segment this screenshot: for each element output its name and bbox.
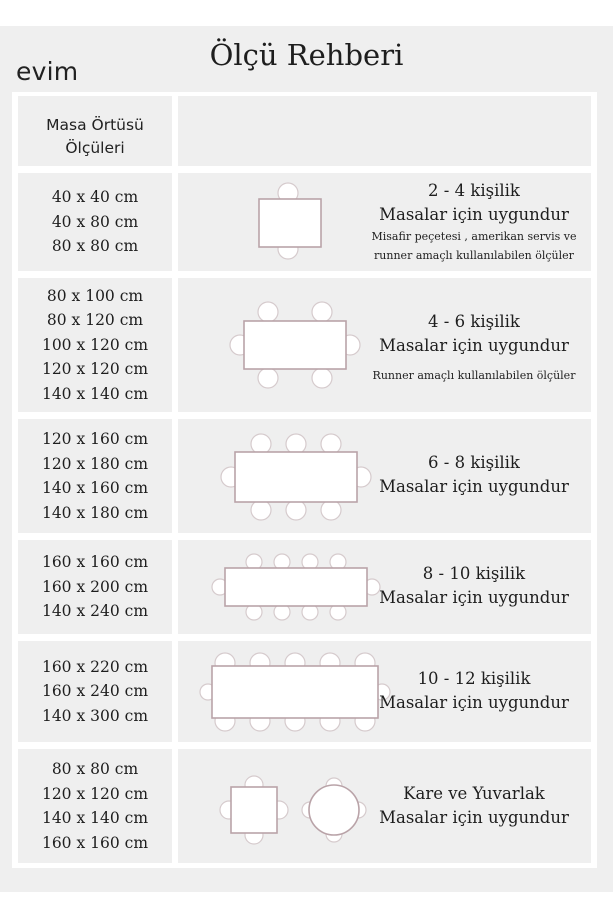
note-text: Runner amaçlı kullanılabilen ölçüler bbox=[372, 369, 576, 382]
note-text: Misafir peçetesi , amerikan servis ve bbox=[371, 230, 577, 243]
size-item: 80 x 80 cm bbox=[51, 237, 139, 256]
size-item: 40 x 40 cm bbox=[51, 188, 139, 207]
capacity-label: 4 - 6 kişilik bbox=[428, 312, 520, 331]
row-2-description bbox=[358, 310, 590, 358]
row-4-desc-cell bbox=[178, 540, 591, 634]
suitable-label: Masalar için uygundur bbox=[379, 693, 569, 712]
row-1-sizes-cell bbox=[18, 173, 172, 271]
row-5-sizes-cell bbox=[18, 641, 172, 742]
size-item: 80 x 120 cm bbox=[46, 311, 144, 330]
size-item: 80 x 80 cm bbox=[51, 760, 139, 778]
size-item: 160 x 240 cm bbox=[41, 682, 149, 701]
size-item: 160 x 160 cm bbox=[41, 833, 149, 852]
size-item: 140 x 180 cm bbox=[41, 503, 149, 522]
suitable-label: Masalar için uygundur bbox=[379, 477, 569, 496]
size-item: 100 x 120 cm bbox=[41, 335, 149, 354]
size-item: 140 x 240 cm bbox=[41, 602, 149, 621]
size-item: 120 x 120 cm bbox=[41, 784, 149, 803]
size-guide-page bbox=[0, 26, 613, 892]
size-list bbox=[18, 749, 172, 863]
row-4-description bbox=[358, 562, 590, 610]
row-1-description bbox=[358, 179, 590, 265]
size-item: 40 x 80 cm bbox=[51, 212, 139, 231]
size-item: 140 x 160 cm bbox=[41, 479, 149, 497]
table-6-8-icon bbox=[221, 434, 371, 520]
size-item: 160 x 160 cm bbox=[41, 553, 149, 572]
header-cell bbox=[18, 96, 172, 166]
size-item: 120 x 120 cm bbox=[41, 360, 149, 379]
row-2-note bbox=[354, 366, 594, 385]
row-3-sizes-cell bbox=[18, 419, 172, 533]
row-5-description bbox=[358, 667, 590, 715]
row-3-desc-cell bbox=[178, 419, 591, 533]
size-item: 120 x 180 cm bbox=[41, 454, 149, 473]
note-text: runner amaçlı kullanılabilen ölçüler bbox=[374, 249, 574, 262]
table-8-10-icon bbox=[212, 554, 380, 620]
size-list bbox=[18, 173, 172, 271]
capacity-label: 6 - 8 kişilik bbox=[428, 453, 520, 472]
size-list bbox=[18, 540, 172, 634]
suitable-label: Masalar için uygundur bbox=[379, 808, 569, 827]
size-item: 120 x 160 cm bbox=[41, 430, 149, 448]
capacity-label: 8 - 10 kişilik bbox=[422, 564, 526, 583]
table-4-6-icon bbox=[230, 302, 360, 388]
row-4-sizes-cell bbox=[18, 540, 172, 634]
row-6-sizes-cell bbox=[18, 749, 172, 863]
row-6-desc-cell bbox=[178, 749, 591, 863]
row-3-description bbox=[358, 451, 590, 499]
square-table-icon bbox=[220, 776, 288, 844]
suitable-label: Masalar için uygundur bbox=[379, 336, 569, 355]
row-1-desc-cell bbox=[178, 173, 591, 271]
size-item: 80 x 100 cm bbox=[46, 286, 144, 305]
size-item: 160 x 220 cm bbox=[41, 657, 149, 676]
table-2-4-icon bbox=[238, 183, 338, 259]
header-label-line2: Ölçüleri bbox=[65, 139, 125, 157]
page-title: Ölçü Rehberi bbox=[209, 38, 404, 72]
row-5-desc-cell bbox=[178, 641, 591, 742]
capacity-label: Kare ve Yuvarlak bbox=[403, 784, 545, 803]
size-list bbox=[18, 278, 172, 412]
round-table-icon bbox=[302, 778, 366, 842]
capacity-label: 2 - 4 kişilik bbox=[428, 181, 520, 200]
size-item: 140 x 140 cm bbox=[41, 384, 149, 403]
row-6-description bbox=[358, 782, 590, 830]
size-table bbox=[12, 92, 597, 868]
row-2-sizes-cell bbox=[18, 278, 172, 412]
header-label-line1: Masa Örtüsü bbox=[46, 116, 144, 134]
size-item: 160 x 200 cm bbox=[41, 577, 149, 596]
header-blank-cell bbox=[178, 96, 591, 166]
size-item: 140 x 300 cm bbox=[41, 706, 149, 725]
capacity-label: 10 - 12 kişilik bbox=[417, 669, 531, 688]
size-item: 140 x 140 cm bbox=[41, 809, 149, 827]
suitable-label: Masalar için uygundur bbox=[379, 205, 569, 224]
brand-logo: evim bbox=[16, 57, 79, 86]
size-list bbox=[18, 419, 172, 533]
suitable-label: Masalar için uygundur bbox=[379, 588, 569, 607]
row-2-desc-cell bbox=[178, 278, 591, 412]
header-label bbox=[18, 114, 172, 160]
size-list bbox=[18, 641, 172, 742]
